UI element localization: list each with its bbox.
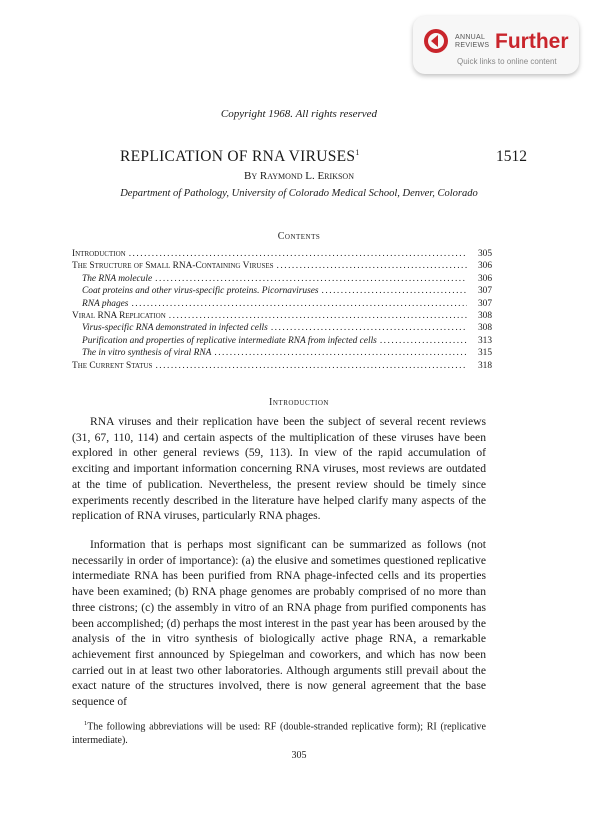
toc-leader <box>155 361 467 371</box>
toc-entry-label: RNA phages <box>82 298 129 309</box>
toc-leader <box>169 311 467 321</box>
toc-entry <box>72 249 492 261</box>
toc-entry <box>72 361 492 373</box>
toc-leader <box>380 336 467 346</box>
top-number: 1512 <box>496 148 527 165</box>
publisher-line2: REVIEWS <box>455 42 490 49</box>
footnote-text: The following abbreviations will be used: RF (double-stranded replicative form); RI (replicative intermediate). <box>72 721 486 746</box>
toc-entry-page: 308 <box>477 310 492 321</box>
toc-leader <box>271 323 467 333</box>
further-logo-icon <box>423 28 449 54</box>
toc-leader <box>129 249 467 259</box>
publisher-name <box>455 34 489 50</box>
toc-leader <box>131 299 467 309</box>
toc-entry-page: 307 <box>477 298 492 309</box>
footnote-mark: 1 <box>84 720 88 727</box>
toc-entry <box>72 274 492 286</box>
toc-entry-page: 315 <box>477 348 492 359</box>
toc-entry <box>72 323 492 335</box>
author-byline: By Raymond L. Erikson <box>244 170 354 182</box>
toc-entry-label: Virus-specific RNA demonstrated in infected cells <box>82 323 268 334</box>
toc-entry-page: 305 <box>477 249 492 259</box>
body-paragraph: RNA viruses and their replication have been the subject of several recent reviews (31, 67, 110, 114) and certain aspects of the multiplication of these viruses have been explored in other general reviews (59, 113). In view of the rapid accumulation of exciting and important information concerning RNA viruses, most reviews are outdated at the time of publication. Nevertheless, the present review should be timely since experiments recently described in the literature have helped clarify many aspects of the replication of RNA viruses, particularly RNA phages. <box>72 415 486 523</box>
toc-entry <box>72 261 492 273</box>
body-text-1 <box>72 414 486 524</box>
body-paragraph: Information that is perhaps most significant can be summarized as follows (not necessarily in order of importance): (a) the elusive and sometimes questioned replicative intermediate RNA has been purified from RNA phage-infected cells and its properties have been examined; (b) RNA phage genomes are probably comprised of no more than three cistrons; (c) the assembly in vitro of an RNA phage from purified components has been accomplished; (d) perhaps the most interest in the past year has been aroused by the analysis of the in vitro synthesis of biologically active phage RNA, a remarkable achievement first announced by Spiegelman and coworkers, and which has now been carried out in at least two other laboratories. Although arguments still prevail about the exact nature of the structures involved, there is now general agreement that the base sequence of <box>72 538 486 709</box>
further-tagline: Quick links to online content <box>457 57 557 66</box>
table-of-contents <box>72 249 492 373</box>
copyright-line: Copyright 1968. All rights reserved <box>220 108 378 120</box>
toc-entry-page: 308 <box>477 323 492 334</box>
toc-entry <box>72 286 492 298</box>
toc-entry-label: Viral RNA Replication <box>72 310 166 321</box>
toc-leader <box>277 261 467 271</box>
toc-entry <box>72 348 492 360</box>
toc-leader <box>155 274 467 284</box>
publisher-line1: ANNUAL <box>455 34 486 41</box>
toc-entry-label: Introduction <box>72 249 126 259</box>
toc-entry-label: The Structure of Small RNA-Containing Viruses <box>72 261 274 272</box>
toc-entry <box>72 311 492 323</box>
toc-entry-label: The Current Status <box>72 360 153 371</box>
toc-leader <box>214 348 467 358</box>
article-title-text: REPLICATION OF RNA VIRUSES <box>120 148 356 165</box>
article-title <box>120 148 360 166</box>
page-number: 305 <box>291 750 307 761</box>
contents-heading: Contents <box>277 231 321 242</box>
further-badge[interactable] <box>413 16 579 74</box>
toc-leader <box>322 286 467 296</box>
toc-entry-page: 306 <box>477 273 492 284</box>
author-affiliation: Department of Pathology, University of Colorado Medical School, Denver, Colorado <box>120 188 478 199</box>
toc-entry-page: 306 <box>477 261 492 272</box>
further-label: Further <box>495 30 569 53</box>
toc-entry-label: Purification and properties of replicative intermediate RNA from infected cells <box>82 335 377 346</box>
toc-entry-page: 307 <box>477 286 492 297</box>
toc-entry-page: 318 <box>477 360 492 371</box>
toc-entry-page: 313 <box>477 335 492 346</box>
footnote <box>72 717 486 747</box>
toc-entry-label: The in vitro synthesis of viral RNA <box>82 348 212 359</box>
body-text-2 <box>72 537 486 710</box>
toc-entry <box>72 299 492 311</box>
toc-entry-label: Coat proteins and other virus-specific proteins. Picornaviruses <box>82 286 319 297</box>
section-heading: Introduction <box>269 397 329 408</box>
title-footnote-mark: 1 <box>355 148 360 157</box>
toc-entry <box>72 336 492 348</box>
toc-entry-label: The RNA molecule <box>82 273 153 284</box>
